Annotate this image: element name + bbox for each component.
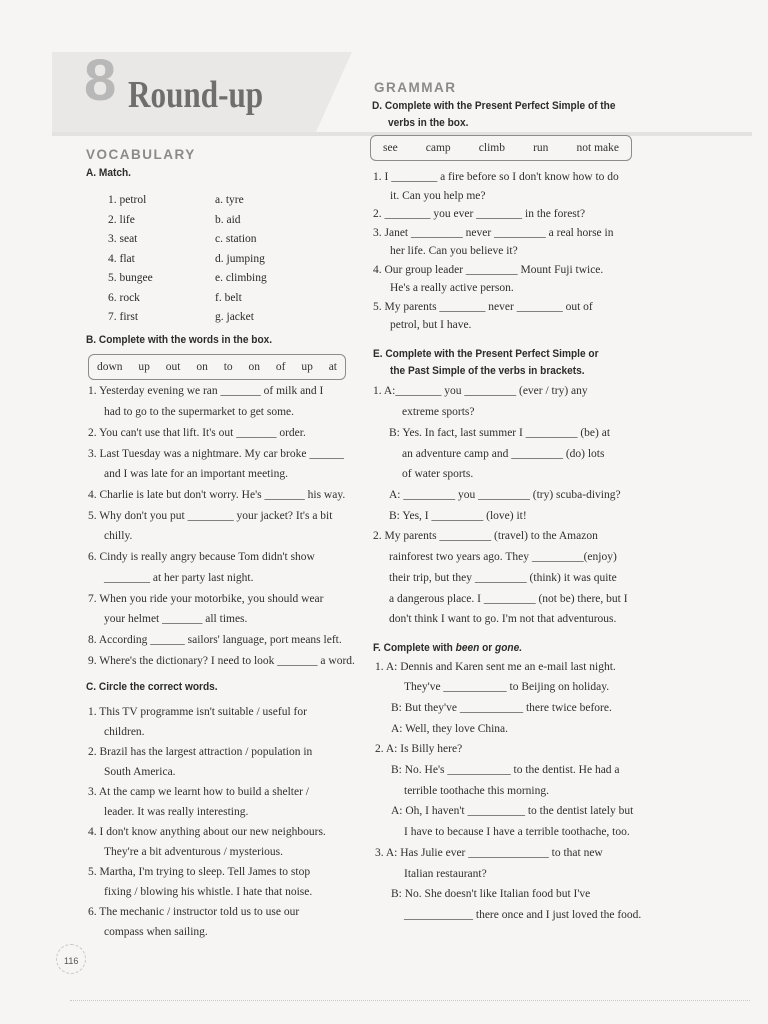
- exercise-e-title-1: E. Complete with the Present Perfect Simple or: [373, 348, 599, 360]
- exercise-d-title-2: verbs in the box.: [388, 117, 469, 129]
- exercise-c-line: 1. This TV programme isn't suitable / useful for: [88, 706, 307, 718]
- exercise-f-line: A: Oh, I haven't __________ to the dentist lately but: [391, 805, 634, 817]
- exercise-b-line: 5. Why don't you put ________ your jacket? It's a bit: [88, 510, 333, 522]
- match-right-item: c. station: [215, 233, 257, 245]
- exercise-c-line: children.: [104, 726, 145, 738]
- exercise-b-line: 6. Cindy is really angry because Tom didn't show: [88, 551, 315, 563]
- exercise-d-line: 2. ________ you ever ________ in the forest?: [373, 208, 586, 220]
- exercise-f-title-gone: gone.: [495, 642, 523, 654]
- box-word: of: [275, 361, 286, 373]
- exercise-f-line: A: Well, they love China.: [391, 723, 509, 735]
- match-right-item: d. jumping: [215, 252, 265, 265]
- unit-number: 8: [84, 48, 116, 113]
- box-word: see: [383, 142, 398, 154]
- match-right-column: [215, 191, 267, 328]
- exercise-f-title: [373, 640, 522, 657]
- exercise-e-line: B: Yes, I _________ (love) it!: [389, 510, 527, 522]
- exercise-e-line: extreme sports?: [402, 406, 475, 418]
- exercise-d-line: 4. Our group leader _________ Mount Fuji twice.: [373, 264, 604, 276]
- exercise-d-line: it. Can you help me?: [390, 190, 486, 202]
- match-right-item: g. jacket: [215, 311, 254, 323]
- exercise-f-line: terrible toothache this morning.: [404, 785, 549, 797]
- exercise-e-title-2: the Past Simple of the verbs in brackets.: [390, 365, 585, 377]
- exercise-b-line: 2. You can't use that lift. It's out _______ order.: [88, 427, 306, 439]
- exercise-e-line: don't think I want to go. I'm not that adventurous.: [389, 613, 617, 625]
- exercise-e-line: of water sports.: [402, 468, 474, 480]
- exercise-d-word-box: [370, 135, 632, 161]
- exercise-c-line: 4. I don't know anything about our new neighbours.: [88, 826, 326, 838]
- match-left-item: 5. bungee: [108, 272, 153, 284]
- exercise-f-line: 2. A: Is Billy here?: [375, 743, 463, 755]
- box-word: climb: [478, 142, 505, 154]
- box-word: at: [328, 361, 337, 373]
- exercise-f-line: I have to because I have a terrible toothache, too.: [404, 826, 630, 838]
- exercise-b-line: 7. When you ride your motorbike, you should wear: [88, 593, 324, 605]
- match-left-item: 7. first: [108, 311, 139, 323]
- exercise-c-title: C. Circle the correct words.: [86, 681, 218, 693]
- match-left-item: 4. flat: [108, 252, 135, 265]
- exercise-f-line: 3. A: Has Julie ever ______________ to that new: [375, 847, 603, 859]
- exercise-b-line: 8. According ______ sailors' language, port means left.: [88, 634, 342, 646]
- exercise-f-line: B: No. He's ___________ to the dentist. He had a: [391, 764, 620, 776]
- exercise-e-line: a dangerous place. I _________ (not be) there, but I: [389, 593, 628, 605]
- exercise-c-line: leader. It was really interesting.: [104, 806, 249, 818]
- box-word: run: [533, 142, 549, 154]
- box-word: out: [165, 361, 181, 373]
- exercise-e-line: 2. My parents _________ (travel) to the Amazon: [373, 530, 598, 542]
- exercise-b-title: B. Complete with the words in the box.: [86, 334, 273, 346]
- exercise-b-line: your helmet _______ all times.: [104, 613, 248, 625]
- exercise-c-line: 3. At the camp we learnt how to build a shelter /: [88, 786, 309, 798]
- match-right-item: b. aid: [215, 213, 241, 226]
- exercise-e-line: an adventure camp and _________ (do) lots: [402, 448, 605, 460]
- unit-title: Round-up: [128, 74, 264, 116]
- exercise-c-line: 6. The mechanic / instructor told us to use our: [88, 906, 300, 918]
- exercise-b-line: 1. Yesterday evening we ran _______ of milk and I: [88, 385, 324, 397]
- exercise-c-line: compass when sailing.: [104, 926, 208, 938]
- match-left-item: 2. life: [108, 213, 135, 226]
- box-word: on: [248, 361, 261, 373]
- match-right-item: e. climbing: [215, 272, 267, 284]
- exercise-d-line: petrol, but I have.: [390, 319, 472, 331]
- match-right-item: a. tyre: [215, 194, 244, 206]
- exercise-b-line: 3. Last Tuesday was a nightmare. My car broke ______: [88, 448, 344, 460]
- exercise-b-line: 9. Where's the dictionary? I need to look _______ a word.: [88, 655, 355, 667]
- exercise-c-line: 5. Martha, I'm trying to sleep. Tell James to stop: [88, 866, 311, 878]
- match-right-item: f. belt: [215, 291, 242, 304]
- box-word: not make: [576, 142, 619, 154]
- match-left-item: 6. rock: [108, 291, 140, 304]
- match-left-item: 1. petrol: [108, 194, 147, 206]
- box-word: camp: [425, 142, 451, 154]
- exercise-d-line: her life. Can you believe it?: [390, 245, 518, 257]
- exercise-d-line: 5. My parents ________ never ________ out of: [373, 301, 593, 313]
- exercise-c-line: They're a bit adventurous / mysterious.: [104, 846, 284, 858]
- exercise-f-line: 1. A: Dennis and Karen sent me an e-mail last night.: [375, 661, 616, 673]
- exercise-d-line: 3. Janet _________ never _________ a real horse in: [373, 227, 614, 239]
- exercise-e-line: B: Yes. In fact, last summer I _________ (be) at: [389, 427, 611, 439]
- exercise-f-line: Italian restaurant?: [404, 868, 487, 880]
- exercise-b-line: ________ at her party last night.: [104, 572, 254, 584]
- grammar-heading: GRAMMAR: [374, 80, 457, 95]
- exercise-e-line: rainforest two years ago. They _________(enjoy): [389, 551, 617, 563]
- exercise-b-line: 4. Charlie is late but don't worry. He's _______ his way.: [88, 489, 346, 501]
- box-word: up: [301, 361, 313, 373]
- match-left-column: [108, 191, 153, 328]
- vocabulary-heading: VOCABULARY: [86, 147, 196, 162]
- exercise-f-title-part: or: [479, 642, 496, 654]
- box-word: up: [138, 361, 150, 373]
- exercise-d-line: 1. I ________ a fire before so I don't know how to do: [373, 171, 619, 183]
- exercise-b-line: chilly.: [104, 530, 133, 542]
- box-word: on: [196, 361, 208, 373]
- page-number: 116: [64, 956, 79, 966]
- exercise-f-line: B: No. She doesn't like Italian food but I've: [391, 888, 591, 900]
- footer-divider: [70, 1000, 750, 1001]
- exercise-b-line: and I was late for an important meeting.: [104, 468, 288, 480]
- exercise-b-line: had to go to the supermarket to get some.: [104, 406, 295, 418]
- exercise-f-title-been: been: [455, 642, 480, 654]
- exercise-f-title-part: F. Complete with: [373, 642, 456, 654]
- exercise-c-line: South America.: [104, 766, 176, 778]
- exercise-b-word-box: [88, 354, 346, 380]
- exercise-a-title: A. Match.: [86, 167, 131, 179]
- exercise-f-line: B: But they've ___________ there twice before.: [391, 702, 612, 714]
- exercise-e-line: A: _________ you _________ (try) scuba-diving?: [389, 489, 621, 501]
- box-word: to: [223, 361, 233, 373]
- exercise-d-title-1: D. Complete with the Present Perfect Simple of the: [372, 100, 616, 112]
- exercise-c-line: fixing / blowing his whistle. I hate that noise.: [104, 886, 313, 898]
- exercise-f-line: ____________ there once and I just loved the food.: [404, 909, 642, 921]
- match-left-item: 3. seat: [108, 233, 138, 245]
- exercise-e-line: their trip, but they _________ (think) it was quite: [389, 572, 617, 584]
- exercise-c-line: 2. Brazil has the largest attraction / population in: [88, 746, 313, 758]
- exercise-e-line: 1. A:________ you _________ (ever / try) any: [373, 385, 588, 397]
- exercise-f-line: They've ___________ to Beijing on holiday.: [404, 681, 610, 693]
- box-word: down: [97, 361, 123, 373]
- exercise-d-line: He's a really active person.: [390, 282, 514, 294]
